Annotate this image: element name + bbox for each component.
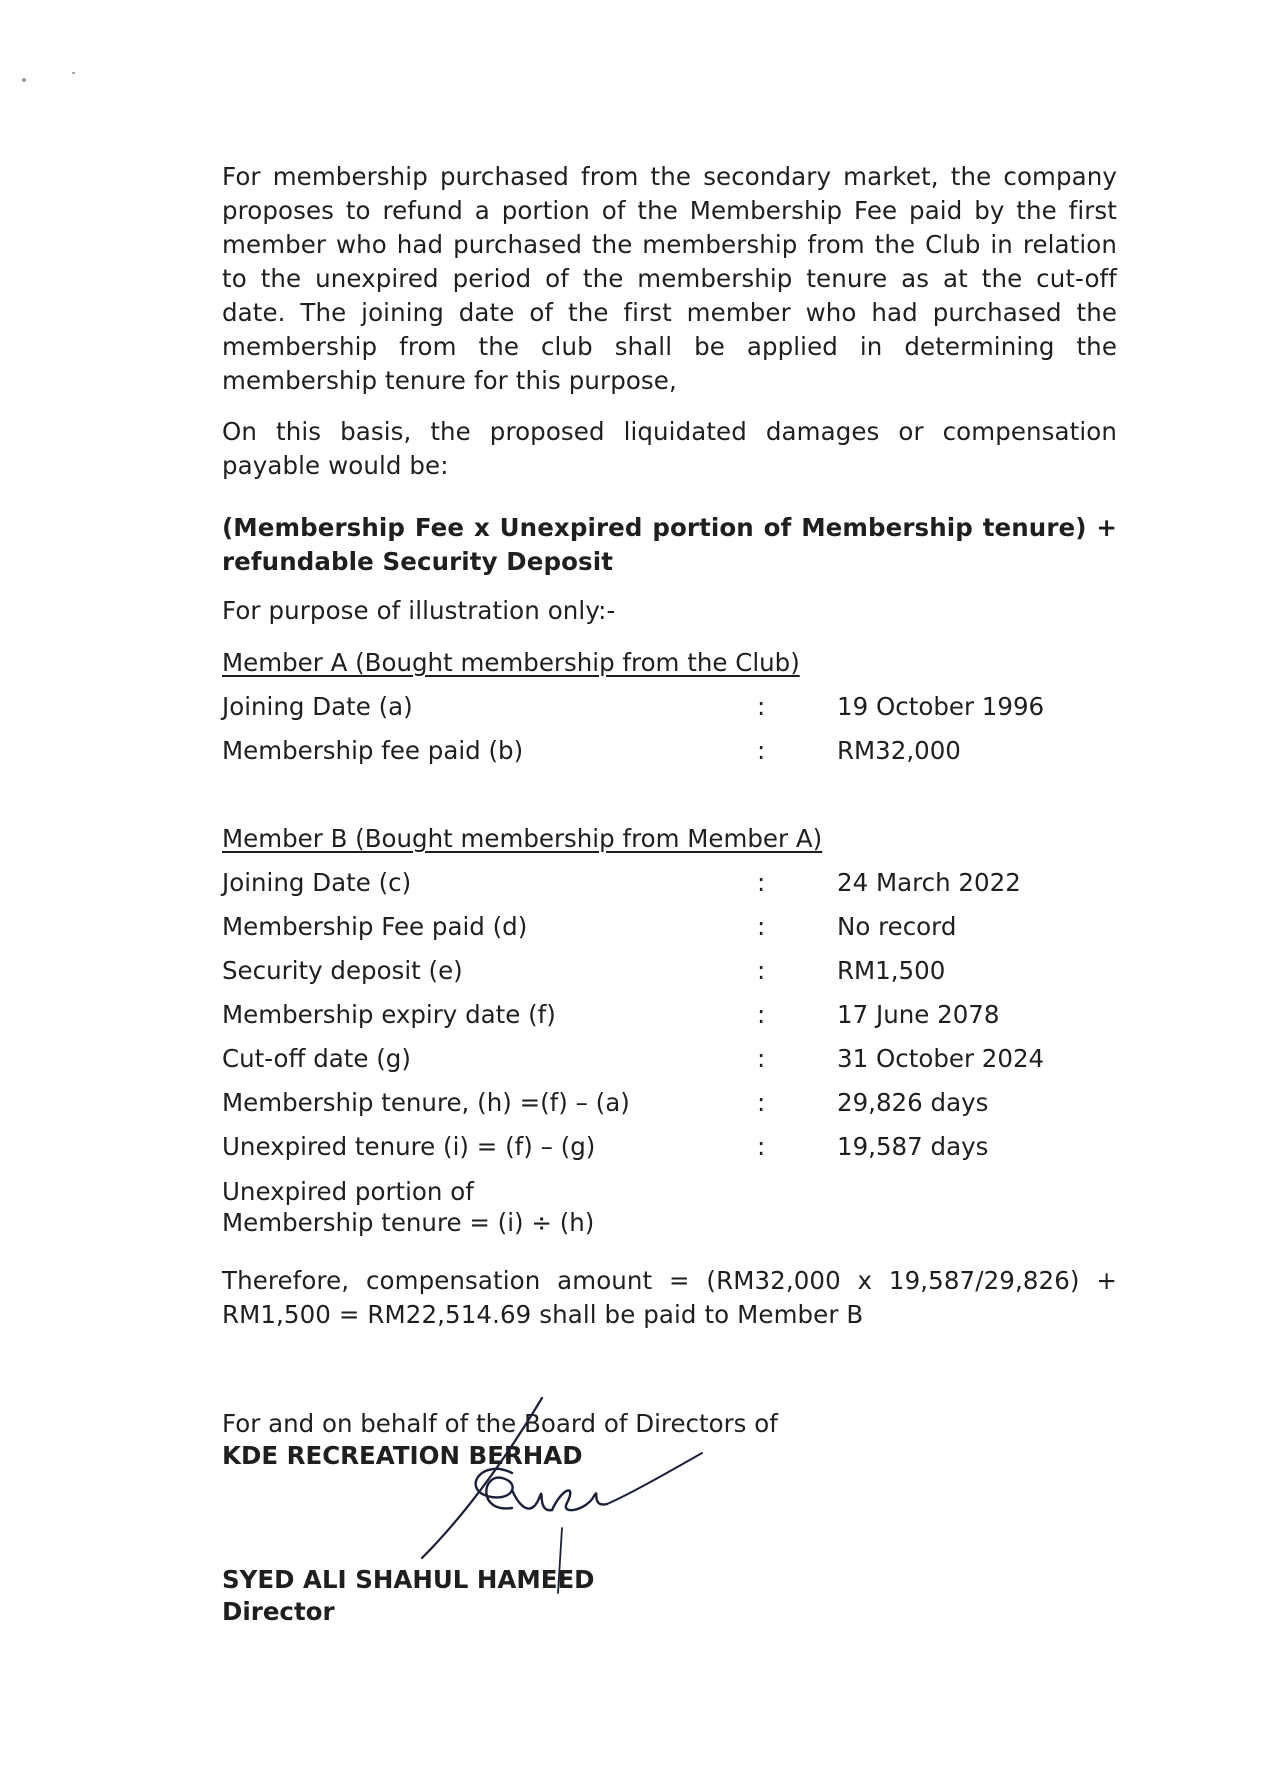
portion-line-2: Membership tenure = (i) ÷ (h) [222,1208,595,1237]
row-value: No record [837,912,957,941]
row-label: Joining Date (c) [222,868,412,897]
row-label: Membership fee paid (b) [222,736,524,765]
signoff-line: For and on behalf of the Board of Directors of [222,1409,778,1438]
illustration-note: For purpose of illustration only:- [222,596,616,625]
row-colon: : [757,868,766,897]
row-colon: : [757,1132,766,1161]
row-colon: : [757,1044,766,1073]
row-label: Security deposit (e) [222,956,463,985]
row-value: RM1,500 [837,956,946,985]
signatory-name: SYED ALI SHAHUL HAMEED [222,1565,595,1594]
member-a-row [222,692,1117,726]
row-value: 19,587 days [837,1132,989,1161]
row-label: Membership expiry date (f) [222,1000,556,1029]
row-value: 17 June 2078 [837,1000,1000,1029]
company-name: KDE RECREATION BERHAD [222,1441,583,1470]
row-label: Unexpired tenure (i) = (f) – (g) [222,1132,596,1161]
row-colon: : [757,956,766,985]
row-colon: : [757,736,766,765]
row-label: Joining Date (a) [222,692,413,721]
row-colon: : [757,692,766,721]
row-value: 29,826 days [837,1088,989,1117]
member-b-row [222,1044,1117,1078]
row-label: Cut-off date (g) [222,1044,411,1073]
scan-speck [22,78,26,82]
member-b-row [222,1000,1117,1034]
row-colon: : [757,1000,766,1029]
row-value: RM32,000 [837,736,961,765]
row-label: Membership Fee paid (d) [222,912,528,941]
scan-speck [72,72,75,74]
row-value: 31 October 2024 [837,1044,1045,1073]
formula-statement: (Membership Fee x Unexpired portion of Membership tenure) + refundable Security Deposit [222,513,1117,576]
paragraph-basis: On this basis, the proposed liquidated damages or compensation payable would be: [222,417,1117,480]
member-a-heading: Member A (Bought membership from the Club) [222,648,800,677]
member-b-row [222,912,1117,946]
member-b-row [222,868,1117,902]
portion-line-1: Unexpired portion of [222,1177,474,1206]
compensation-conclusion: Therefore, compensation amount = (RM32,000 x 19,587/29,826) + RM1,500 = RM22,514.69 shall be paid to Member B [222,1266,1117,1329]
row-colon: : [757,1088,766,1117]
member-b-row [222,1132,1117,1166]
member-b-row [222,1088,1117,1122]
member-a-row [222,736,1117,770]
member-b-row [222,956,1117,990]
signatory-title: Director [222,1597,335,1626]
unexpired-portion-formula [222,1176,594,1238]
row-colon: : [757,912,766,941]
handwritten-signature [362,1378,722,1608]
row-value: 19 October 1996 [837,692,1045,721]
member-b-heading: Member B (Bought membership from Member A) [222,824,823,853]
paragraph-secondary-market: For membership purchased from the secondary market, the company proposes to refund a portion of the Membership Fee paid by the first member who had purchased the membership from the Club in relation to the unexpired period of the membership tenure as at the cut-off date. The joining date of the first member who had purchased the membership from the club shall be applied in determining the membership tenure for this purpose, [222,162,1117,395]
signoff-block [222,1408,778,1628]
row-value: 24 March 2022 [837,868,1021,897]
row-label: Membership tenure, (h) =(f) – (a) [222,1088,630,1117]
